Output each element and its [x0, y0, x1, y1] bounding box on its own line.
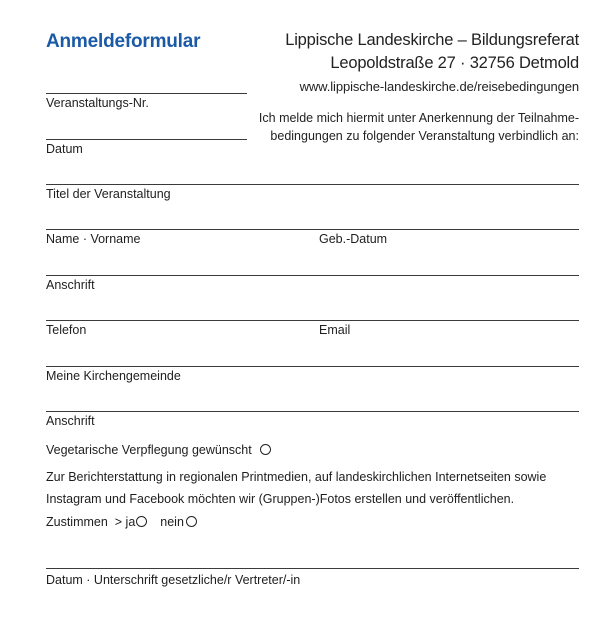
address-line[interactable] [46, 275, 579, 276]
date-line[interactable] [46, 139, 247, 140]
signature-label: Datum · Unterschrift gesetzliche/r Vertreter/-in [46, 573, 301, 587]
name-line[interactable] [46, 229, 579, 230]
consent-text-line-1: Zur Berichterstattung in regionalen Printmedien, auf landeskirchlichen Internetseiten sowie [46, 470, 547, 484]
signature-line[interactable] [46, 568, 579, 569]
organization-address: Leopoldstraße 27 · 32756 Detmold [330, 54, 579, 72]
form-title: Anmeldeformular [46, 31, 201, 52]
phone-label: Telefon [46, 323, 87, 337]
parish-label: Meine Kirchengemeinde [46, 369, 181, 383]
yes-label: ja [125, 515, 136, 529]
event-title-line[interactable] [46, 184, 579, 185]
event-number-label: Veranstaltungs-Nr. [46, 96, 149, 110]
vegetarian-label: Vegetarische Verpflegung gewünscht [46, 443, 252, 457]
organization-name: Lippische Landeskirche – Bildungsreferat [285, 31, 579, 49]
no-label: nein [160, 515, 184, 529]
consent-text-line-2: Instagram und Facebook möchten wir (Gruppen-)Fotos erstellen und veröffentlichen. [46, 492, 515, 506]
email-label: Email [319, 323, 351, 337]
parish-line[interactable] [46, 366, 579, 367]
address-label: Anschrift [46, 278, 95, 292]
vegetarian-radio[interactable] [260, 444, 271, 455]
intro-line-2: bedingungen zu folgender Veranstaltung verbindlich an: [270, 129, 579, 143]
event-title-label: Titel der Veranstaltung [46, 187, 171, 201]
event-number-line[interactable] [46, 93, 247, 94]
no-radio[interactable] [186, 516, 197, 527]
agree-label: Zustimmen > [46, 515, 123, 529]
birthdate-label: Geb.-Datum [319, 232, 388, 246]
parish-address-line[interactable] [46, 411, 579, 412]
intro-text [259, 109, 579, 145]
parish-address-label: Anschrift [46, 414, 95, 428]
name-label: Name · Vorname [46, 232, 141, 246]
intro-line-1: Ich melde mich hiermit unter Anerkennung der Teilnahme- [258, 111, 579, 125]
consent-choice [46, 515, 197, 529]
website-link[interactable]: www.lippische-landeskirche.de/reisebedingungen [299, 79, 579, 94]
vegetarian-option [46, 443, 271, 457]
date-label: Datum [46, 142, 83, 156]
phone-line[interactable] [46, 320, 579, 321]
yes-radio[interactable] [136, 516, 147, 527]
